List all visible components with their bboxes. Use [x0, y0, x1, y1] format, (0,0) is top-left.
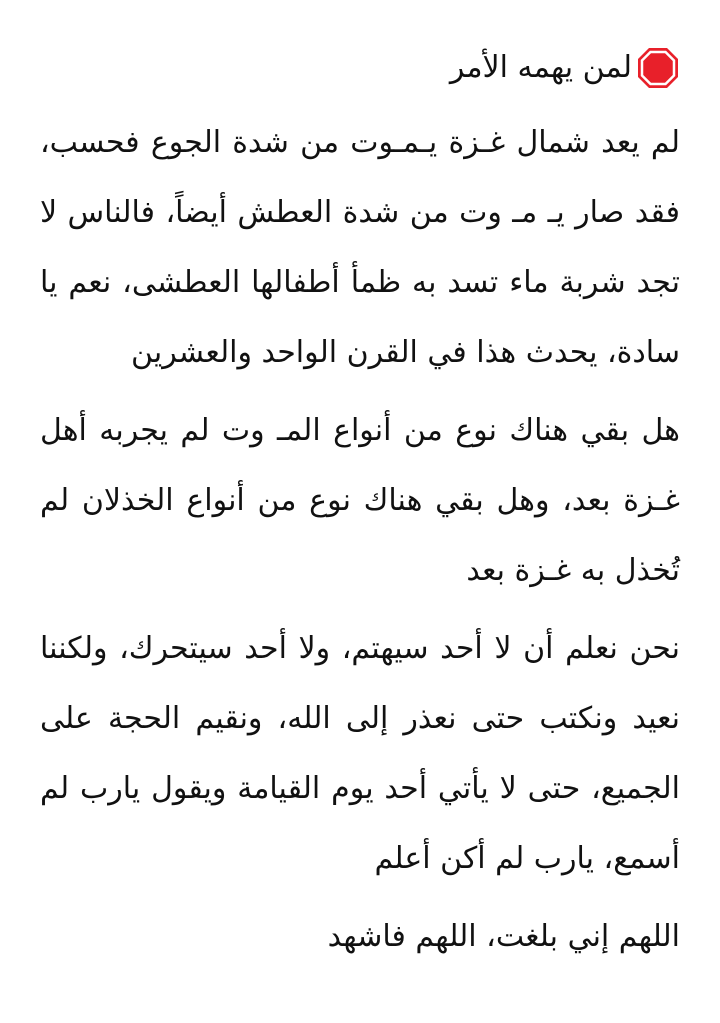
paragraph-closing: اللهم إني بلغت، اللهم فاشهد: [327, 919, 680, 954]
paragraph-death: هل بقي هناك نوع من أنواع المـ وت لم يجربه أهل غـزة بعد، وهل بقي هناك نوع من أنواع الخذلان لم تُخذل به غـزة بعد: [40, 413, 680, 588]
paragraph-thirst: لم يعد شمال غـزة يـمـوت من شدة الجوع فحسب، فقد صار يـ مـ وت من شدة العطش أيضاً، فالناس لا تجد شربة ماء تسد به ظمأ أطفالها العطشى، نعم يا سادة، يحدث هذا في القرن الواحد والعشرين: [40, 125, 680, 370]
post-headline: [40, 36, 680, 100]
post-title: لمن يهمه الأمر: [449, 50, 632, 85]
post-body: [40, 36, 680, 980]
paragraph-appeal: نحن نعلم أن لا أحد سيهتم، ولا أحد سيتحرك، ولكننا نعيد ونكتب حتى نعذر إلى الله، ونقيم الحجة على الجميع، حتى لا يأتي أحد يوم القيامة ويقول يارب لم أسمع، يارب لم أكن أعلم: [40, 631, 680, 876]
stop-sign-icon: [636, 46, 680, 90]
